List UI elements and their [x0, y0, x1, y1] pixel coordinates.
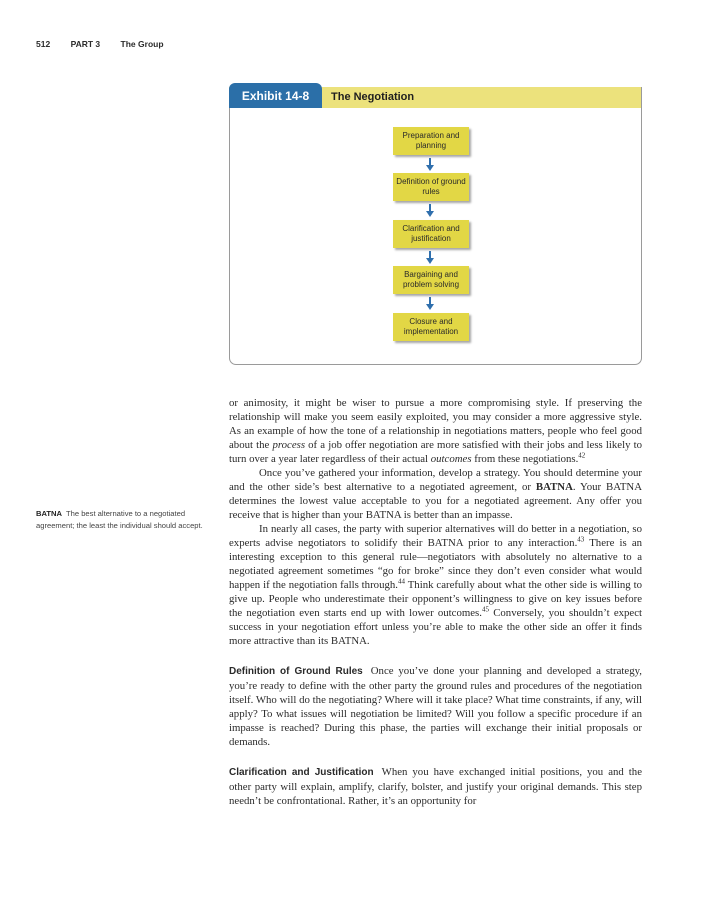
flow-arrow	[429, 297, 431, 305]
margin-definition-text: The best alternative to a negotiated agreement; the least the individual should accept.	[36, 509, 203, 530]
run-in-heading: Clarification and Justification	[229, 767, 374, 778]
flow-step-bargaining: Bargaining and problem solving	[393, 266, 469, 294]
flow-step-ground-rules: Definition of ground rules	[393, 173, 469, 201]
paragraph: Clarification and Justification When you have exchanged initial positions, you and the other party will explain, amplify, clarify, bolster, and justify your original demands. This step needn’t be confrontational. Rather, it’s an opportunity for	[229, 766, 642, 807]
running-header	[36, 39, 182, 49]
margin-term: BATNA	[36, 509, 63, 518]
run-in-heading: Definition of Ground Rules	[229, 666, 363, 677]
part-label: PART 3	[70, 39, 101, 49]
paragraph: Once you’ve gathered your information, develop a strategy. You should determine your and the other side’s best alternative to a negotiated agreement, or BATNA. Your BATNA determines the lowest value acceptable to you for a negotiated agreement. Any offer you receive that is higher than your BATNA is better than an impasse.	[229, 467, 643, 521]
flow-step-closure: Closure and implementation	[393, 313, 469, 341]
flow-arrow	[429, 251, 431, 259]
page-number: 512	[36, 39, 51, 49]
paragraph: or animosity, it might be wiser to pursue a more compromising style. If preserving the relationship will make you seem easily exploited, you may consider a more aggressive style. As an example of how the tone of a relationship in negotiations matters, people who feel good about the process of a job offer negotiation are more satisfied with their jobs and less likely to turn over a year later regardless of their actual outcomes from these negotiations.$^{42}$	[229, 397, 642, 465]
flow-arrow	[429, 158, 431, 166]
paragraph: In nearly all cases, the party with superior alternatives will do better in a negotiation, so experts advise negotiators to solidify their BATNA prior to any interaction.$^{43}$ There is an interesting exception to this general rule—negotiators with absolutely no alternative to a negotiated agreement sometimes “go for broke” since they don’t even consider what would happen if the negotiation falls through.$^{44}$ Think carefully about what the other side is willing to give up. People who underestimate their opponent’s willingness to give on key issues before the negotiation even starts end up with lower outcomes.$^{45}$ Conversely, you shouldn’t expect success in your negotiation effort unless you’re able to make the other side an offer it finds more attractive than its BATNA.	[229, 523, 643, 647]
exhibit-label: Exhibit 14-8	[229, 83, 322, 108]
flow-arrow	[429, 204, 431, 212]
exhibit-title: The Negotiation	[331, 91, 415, 103]
paragraph: Definition of Ground Rules Once you’ve done your planning and developed a strategy, you’re ready to define with the other party the ground rules and procedures of the negotiation itself. Who will do the negotiating? Where will it take place? What time constraints, if any, will apply? To what issues will negotiation be limited? Will you follow a specific procedure if an impasse is reached? During this phase, the parties will exchange their initial proposals or demands.	[229, 665, 643, 748]
body-text	[229, 396, 642, 808]
margin-definition	[36, 508, 214, 532]
part-title: The Group	[120, 39, 164, 49]
flow-step-preparation: Preparation and planning	[393, 127, 469, 155]
flow-step-clarification: Clarification and justification	[393, 220, 469, 248]
